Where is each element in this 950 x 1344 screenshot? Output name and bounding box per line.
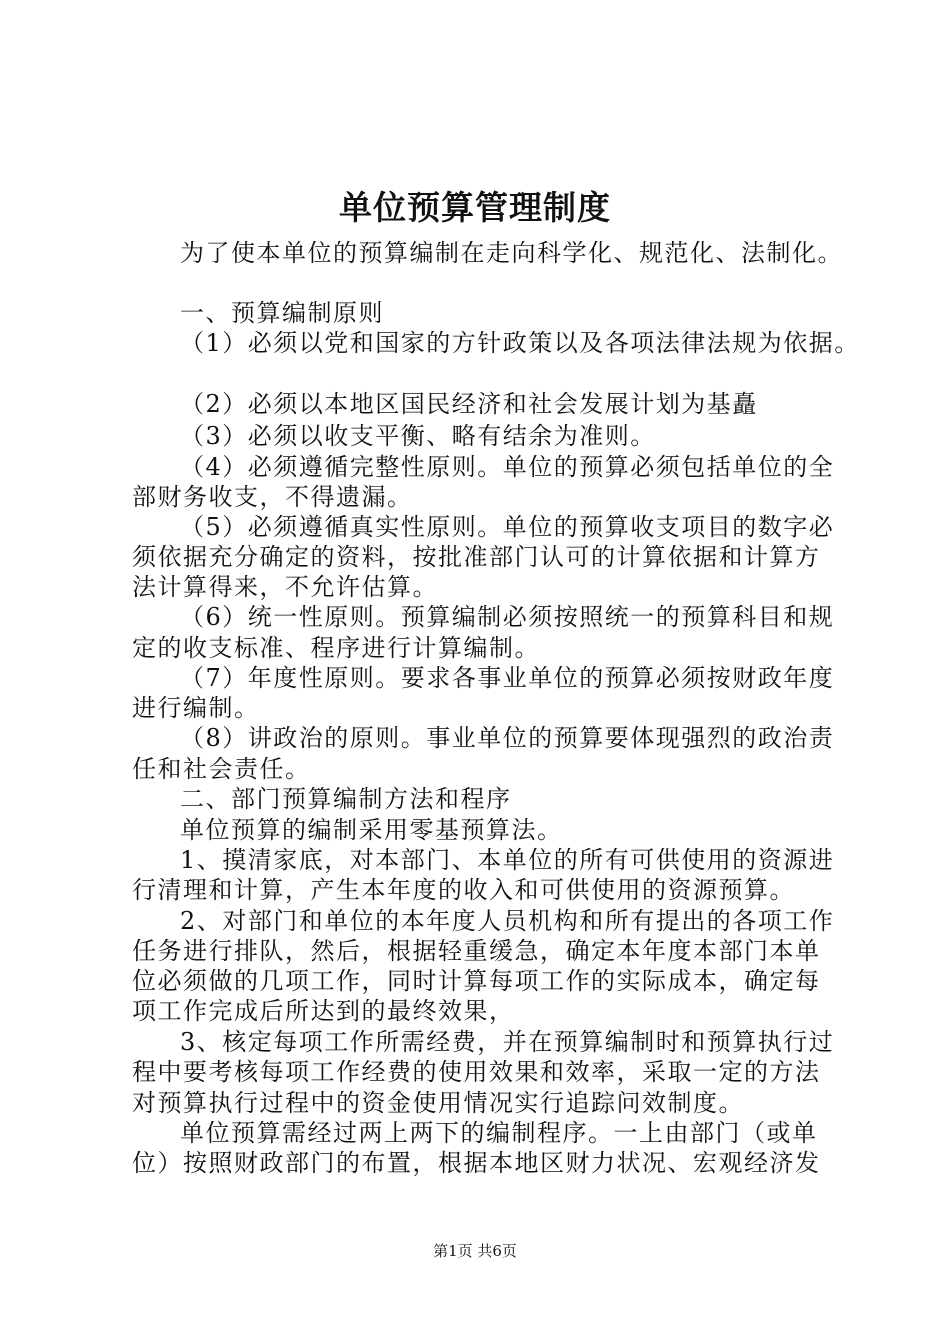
body-line-14: 进行编制。 [132,694,260,722]
body-line-10: 法计算得来，不允许估算。 [132,573,438,601]
body-line-11: （6）统一性原则。预算编制必须按照统一的预算科目和规 [180,603,835,631]
body-line-13: （7）年度性原则。要求各事业单位的预算必须按财政年度 [180,664,835,692]
body-line-8: （5）必须遵循真实性原则。单位的预算收支项目的数字必 [180,513,835,541]
section-heading-2: 二、部门预算编制方法和程序 [180,785,512,813]
body-line-28: 单位预算需经过两上两下的编制程序。一上由部门（或单 [180,1119,818,1147]
body-line-9: 须依据充分确定的资料，按批准部门认可的计算依据和计算方 [132,543,821,571]
body-line-25: 3、核定每项工作所需经费，并在预算编制时和预算执行过 [180,1028,835,1056]
body-line-1: 为了使本单位的预算编制在走向科学化、规范化、法制化。 [180,239,843,267]
body-line-26: 程中要考核每项工作经费的使用效果和效率，采取一定的方法 [132,1058,821,1086]
page-number-footer: 第1页 共6页 [433,1242,517,1260]
body-line-20: 行清理和计算，产生本年度的收入和可供使用的资源预算。 [132,876,795,904]
body-line-12: 定的收支标准、程序进行计算编制。 [132,634,540,662]
body-line-16: 任和社会责任。 [132,755,311,783]
body-line-5: （3）必须以收支平衡、略有结余为准则。 [180,422,656,450]
body-line-15: （8）讲政治的原则。事业单位的预算要体现强烈的政治责 [180,724,835,752]
body-line-6: （4）必须遵循完整性原则。单位的预算必须包括单位的全 [180,453,835,481]
body-line-3: （1）必须以党和国家的方针政策以及各项法律法规为依据。 [180,329,860,357]
page-title: 单位预算管理制度 [339,188,611,227]
body-line-19: 1、摸清家底，对本部门、本单位的所有可供使用的资源进 [180,846,835,874]
body-line-29: 位）按照财政部门的布置，根据本地区财力状况、宏观经济发 [132,1149,821,1177]
body-line-18: 单位预算的编制采用零基预算法。 [180,816,563,844]
body-line-21: 2、对部门和单位的本年度人员机构和所有提出的各项工作 [180,907,835,935]
body-line-22: 任务进行排队，然后，根据轻重缓急，确定本年度本部门本单 [132,937,821,965]
body-line-4: （2）必须以本地区国民经济和社会发展计划为基矗 [180,390,758,418]
section-heading-1: 一、预算编制原则 [180,299,384,327]
body-line-24: 项工作完成后所达到的最终效果， [132,997,515,1025]
body-line-7: 部财务收支，不得遗漏。 [132,483,413,511]
body-line-27: 对预算执行过程中的资金使用情况实行追踪问效制度。 [132,1089,744,1117]
body-line-23: 位必须做的几项工作，同时计算每项工作的实际成本，确定每 [132,967,821,995]
